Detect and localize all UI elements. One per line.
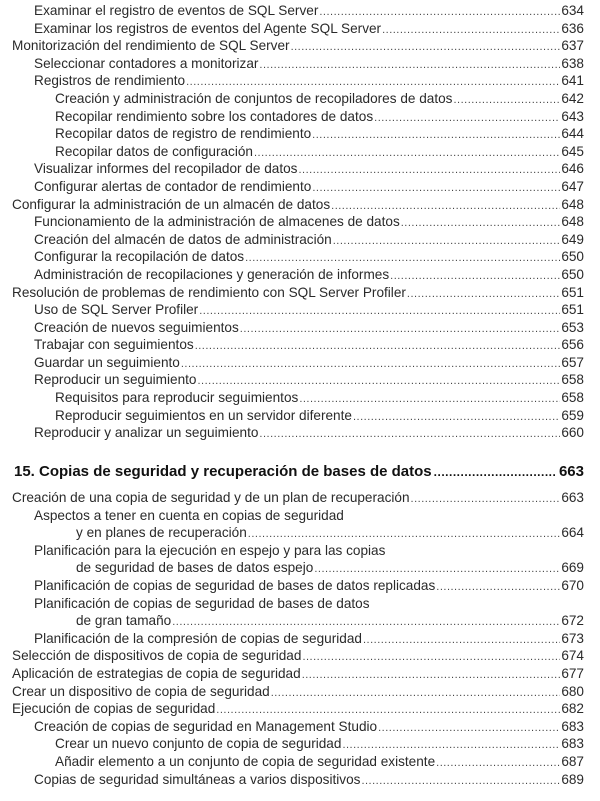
toc-entry[interactable] — [0, 90, 600, 108]
toc-entry-title: Examinar el registro de eventos de SQL Server — [34, 3, 319, 18]
dot-leader — [259, 57, 560, 75]
toc-entry-page-number: 634 — [561, 3, 584, 18]
toc-entry-title: Guardar un seguimiento — [34, 354, 180, 370]
toc-entry-title: Examinar los registros de eventos del Agente SQL Server — [34, 20, 382, 36]
toc-entry[interactable] — [0, 2, 600, 20]
toc-entry[interactable] — [0, 630, 600, 648]
toc-entry-page-number: 660 — [561, 425, 584, 441]
toc-entry-page-number: 689 — [561, 771, 584, 787]
chapter-title: 15. Copias de seguridad y recuperación de bases de datos — [14, 463, 432, 480]
dot-leader — [411, 491, 561, 509]
toc-entry-title: Creación de una copia de seguridad y de un plan de recuperación — [12, 490, 410, 505]
toc-entry[interactable] — [0, 213, 600, 231]
toc-entry-page-number: 648 — [561, 196, 584, 212]
toc-entry-title: Funcionamiento de la administración de almacenes de datos — [34, 214, 400, 230]
dot-leader — [291, 39, 561, 57]
toc-entry[interactable] — [0, 196, 600, 214]
toc-entry-title: Creación de nuevos seguimientos — [34, 319, 239, 335]
toc-entry-page-number: 647 — [561, 178, 584, 194]
toc-entry-title: Visualizar informes del recopilador de datos — [34, 161, 298, 177]
toc-entry[interactable] — [0, 371, 600, 389]
toc-entry-title: Reproducir seguimientos en un servidor diferente — [55, 407, 352, 423]
toc-entry[interactable] — [0, 700, 600, 718]
toc-entry-page-number: 658 — [561, 390, 584, 406]
toc-entry-title: Crear un nuevo conjunto de copia de seguridad — [55, 736, 342, 752]
toc-entry-title: Añadir elemento a un conjunto de copia de seguridad existente — [55, 753, 436, 769]
toc-entry[interactable] — [0, 20, 600, 38]
toc-entry-title: Aplicación de estrategias de copia de seguridad — [12, 665, 301, 681]
dot-leader — [436, 755, 560, 773]
dot-leader — [390, 268, 560, 286]
dot-leader — [312, 180, 560, 198]
toc-entry-page-number: 641 — [561, 73, 584, 89]
dot-leader — [378, 720, 560, 738]
toc-entry-page-number: 645 — [561, 143, 584, 159]
toc-entry-page-number: 670 — [561, 577, 584, 593]
toc-entry-title: Uso de SQL Server Profiler — [34, 302, 199, 318]
toc-entry[interactable] — [0, 143, 600, 161]
toc-entry-page-number: 683 — [561, 736, 584, 752]
toc-entry-title: de gran tamaño — [76, 613, 172, 629]
toc-entry-title: Creación de copias de seguridad en Management Studio — [34, 718, 378, 734]
toc-entry-title: Recopilar datos de registro de rendimiento — [55, 126, 312, 142]
toc-entry-page-number: 680 — [561, 683, 584, 699]
toc-entry-title: Planificación de la compresión de copias de seguridad — [34, 630, 362, 646]
toc-entry-title: de seguridad de bases de datos espejo — [76, 560, 314, 576]
toc-entry[interactable] — [0, 72, 600, 90]
toc-entry[interactable] — [0, 507, 600, 525]
dot-leader — [434, 465, 557, 479]
dot-leader — [361, 773, 560, 791]
toc-entry[interactable] — [0, 266, 600, 284]
toc-entry-page-number: 663 — [561, 490, 584, 505]
dot-leader — [240, 321, 561, 339]
toc-entry[interactable] — [0, 771, 600, 789]
toc-entry-title: Reproducir y analizar un seguimiento — [34, 425, 259, 441]
toc-entry-page-number: 656 — [561, 337, 584, 353]
toc-entry-page-number: 687 — [561, 753, 584, 769]
toc-entry-page-number: 636 — [561, 20, 584, 36]
chapter-heading[interactable] — [14, 463, 584, 480]
toc-entry-page-number: 659 — [561, 407, 584, 423]
toc-entry-page-number: 638 — [561, 55, 584, 71]
toc-entry[interactable] — [0, 55, 600, 73]
toc-entry-title: Resolución de problemas de rendimiento con SQL Server Profiler — [12, 284, 406, 300]
toc-entry[interactable] — [0, 178, 600, 196]
toc-entry-page-number: 650 — [561, 266, 584, 282]
toc-entry[interactable] — [0, 612, 600, 630]
toc-entry[interactable] — [0, 489, 600, 507]
toc-entry-page-number: 646 — [561, 161, 584, 177]
toc-entry-page-number: 653 — [561, 319, 584, 335]
toc-entry[interactable] — [0, 542, 600, 560]
toc-entry-title: Crear un dispositivo de copia de seguridad — [12, 683, 270, 699]
dot-leader — [181, 356, 560, 374]
toc-entry[interactable] — [0, 301, 600, 319]
toc-entry-title: Planificación de copias de seguridad de bases de datos — [34, 595, 370, 611]
toc-entry-page-number: 651 — [561, 284, 584, 300]
dot-leader — [302, 649, 560, 667]
toc-entry-title: Aspectos a tener en cuenta en copias de seguridad — [34, 507, 344, 523]
toc-entry-page-number: 683 — [561, 718, 584, 734]
toc-entry-page-number: 682 — [561, 701, 584, 717]
toc-entry-title: Reproducir un seguimiento — [34, 372, 197, 388]
dot-leader — [382, 22, 560, 40]
toc-entry[interactable] — [0, 37, 600, 55]
toc-entry[interactable] — [0, 354, 600, 372]
toc-entry-title: Configurar alertas de contador de rendimiento — [34, 178, 312, 194]
toc-entry-title: Copias de seguridad simultáneas a varios dispositivos — [34, 771, 361, 787]
toc-entry-page-number: 658 — [561, 372, 584, 388]
toc-entry-title: y en planes de recuperación — [76, 525, 247, 541]
chapter-page-number: 663 — [558, 463, 584, 480]
toc-section-previous-chapter — [0, 2, 600, 442]
toc-entry-page-number: 664 — [561, 525, 584, 541]
dot-leader — [254, 145, 560, 163]
toc-entry-page-number: 648 — [561, 214, 584, 230]
toc-entry[interactable] — [0, 735, 600, 753]
toc-entry-title: Administración de recopilaciones y generación de informes — [34, 266, 390, 282]
toc-entry[interactable] — [0, 319, 600, 337]
dot-leader — [436, 579, 560, 597]
toc-entry[interactable] — [0, 248, 600, 266]
toc-entry[interactable] — [0, 108, 600, 126]
toc-entry-title: Creación del almacén de datos de administración — [34, 231, 332, 247]
dot-leader — [374, 110, 560, 128]
toc-entry-title: Planificación de copias de seguridad de bases de datos replicadas — [34, 577, 436, 593]
toc-entry-page-number: 650 — [561, 249, 584, 265]
toc-entry-page-number: 651 — [561, 302, 584, 318]
dot-leader — [195, 338, 561, 356]
toc-entry[interactable] — [0, 424, 600, 442]
toc-entry-title: Monitorización del rendimiento de SQL Server — [12, 38, 290, 54]
toc-entry-page-number: 677 — [561, 665, 584, 681]
dot-leader — [302, 667, 561, 685]
toc-entry-page-number: 673 — [561, 630, 584, 646]
toc-entry[interactable] — [0, 389, 600, 407]
toc-entry[interactable] — [0, 231, 600, 249]
toc-entry[interactable] — [0, 683, 600, 701]
dot-leader — [453, 92, 560, 110]
toc-entry[interactable] — [0, 336, 600, 354]
toc-entry-title: Recopilar datos de configuración — [55, 143, 253, 159]
toc-entry-page-number: 669 — [561, 560, 584, 576]
toc-entry[interactable] — [0, 125, 600, 143]
toc-entry-title: Ejecución de copias de seguridad — [12, 701, 216, 717]
toc-entry-page-number: 637 — [561, 38, 584, 54]
toc-entry-title: Selección de dispositivos de copia de seguridad — [12, 648, 302, 664]
dot-leader — [363, 632, 560, 650]
toc-entry-page-number: 674 — [561, 648, 584, 664]
dot-leader — [312, 127, 560, 145]
toc-entry-title: Registros de rendimiento — [34, 73, 186, 89]
dot-leader — [271, 685, 561, 703]
dot-leader — [353, 409, 560, 427]
toc-entry[interactable] — [0, 284, 600, 302]
toc-entry-page-number: 649 — [561, 231, 584, 247]
toc-entry-page-number: 643 — [561, 108, 584, 124]
toc-entry-title: Configurar la administración de un almacén de datos — [12, 196, 331, 212]
toc-entry-title: Trabajar con seguimientos — [34, 337, 194, 353]
toc-entry-title: Configurar la recopilación de datos — [34, 249, 245, 265]
dot-leader — [407, 286, 560, 304]
dot-leader — [333, 233, 561, 251]
toc-entry-page-number: 672 — [561, 613, 584, 629]
toc-entry[interactable] — [0, 577, 600, 595]
toc-entry-title: Requisitos para reproducir seguimientos — [55, 390, 299, 406]
dot-leader — [199, 303, 560, 321]
toc-entry-title: Creación y administración de conjuntos de recopiladores de datos — [55, 90, 453, 106]
toc-entry-page-number: 657 — [561, 354, 584, 370]
toc-entry[interactable] — [0, 665, 600, 683]
dot-leader — [259, 426, 560, 444]
toc-entry-page-number: 642 — [561, 90, 584, 106]
toc-entry[interactable] — [0, 559, 600, 577]
dot-leader — [401, 215, 561, 233]
toc-entry[interactable] — [0, 647, 600, 665]
toc-entry-title: Seleccionar contadores a monitorizar — [34, 55, 259, 71]
dot-leader — [298, 162, 560, 180]
toc-entry[interactable] — [0, 595, 600, 613]
toc-entry[interactable] — [0, 407, 600, 425]
toc-entry[interactable] — [0, 753, 600, 771]
toc-section-chapter-15 — [0, 489, 600, 788]
toc-entry-title: Recopilar rendimiento sobre los contadores de datos — [55, 108, 374, 124]
toc-entry[interactable] — [0, 160, 600, 178]
toc-entry-title: Planificación para la ejecución en espejo y para las copias — [34, 542, 386, 558]
toc-entry-page-number: 644 — [561, 126, 584, 142]
toc-entry[interactable] — [0, 718, 600, 736]
toc-entry[interactable] — [0, 524, 600, 542]
